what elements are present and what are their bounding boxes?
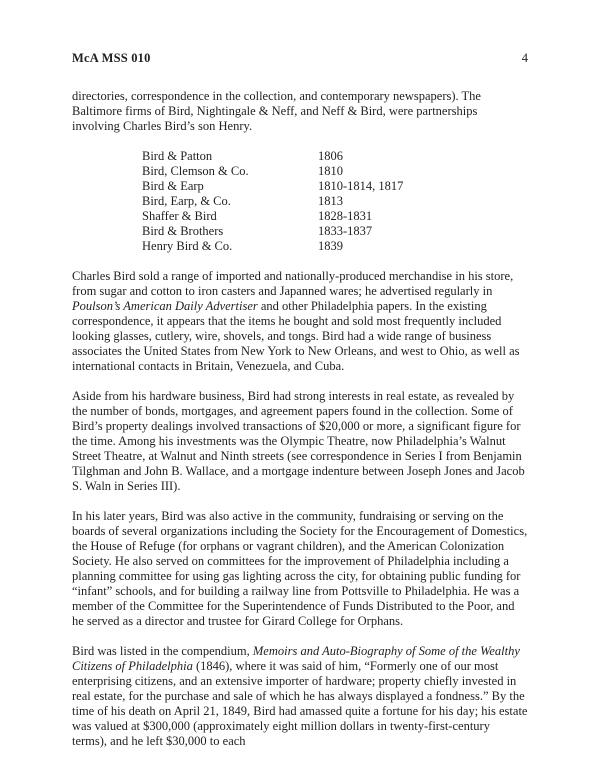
italic-title: Poulson’s American Daily Advertiser (72, 299, 258, 313)
firm-name: Bird & Earp (142, 179, 204, 193)
paragraph-community (72, 509, 528, 629)
firm-dates: 1839 (318, 239, 343, 253)
firm-dates: 1828-1831 (318, 209, 373, 223)
table-row (142, 194, 528, 209)
firm-name: Shaffer & Bird (142, 209, 217, 223)
paragraph-text: Bird was listed in the compendium, (72, 644, 253, 658)
table-row (142, 224, 528, 239)
paragraph-merchandise (72, 269, 528, 374)
firm-name: Bird, Earp, & Co. (142, 194, 231, 208)
paragraph-text: Aside from his hardware business, Bird had strong interests in real estate, as revealed by the number of bonds, mortgages, and agreement papers found in the collection. Some of Bird’s property dealings involved transactions of $20,000 or more, a significant figure for the time. Among his investments was the Olympic Theatre, now Philadelphia’s Walnut Street Theatre, at Walnut and Ninth streets (see correspondence in Series I from Benjamin Tilghman and John B. Wallace, and a mortgage indenture between Joseph Jones and Jacob S. Waln in Series III). (72, 389, 525, 493)
page-number: 4 (521, 51, 528, 65)
firm-name: Bird & Patton (142, 149, 213, 163)
collection-id: McA MSS 010 (72, 51, 151, 65)
paragraph-text: Charles Bird sold a range of imported and nationally-produced merchandise in his store, from sugar and cotton to iron casters and Japanned wares; he advertised regularly in (72, 269, 514, 298)
page-header (72, 51, 528, 66)
paragraph-text: (1846), where it was said of him, “Formerly one of our most enterprising citizens, and an extensive importer of hardware; property chiefly invested in real estate, for the purchase and sale of which he has always displayed a fondness.” By the time of his death on April 21, 1849, Bird had amassed quite a fortune for his day; his estate was valued at $300,000 (approximately eight million dollars in twenty-first-century terms), and he left $30,000 to each (72, 659, 528, 748)
firm-name: Bird, Clemson & Co. (142, 164, 249, 178)
paragraph-text: and other Philadelphia papers. In the existing correspondence, it appears that the items he bought and sold most frequently included looking glasses, cutlery, wire, shovels, and tongs. Bird had a wide range of business associates the United States from New York to New Orleans, and west to Ohio, as well as international contacts in Britain, Venezuela, and Cuba. (72, 299, 520, 373)
firm-dates: 1810 (318, 164, 343, 178)
table-row (142, 179, 528, 194)
italic-title: Memoirs and Auto-Biography of Some of the Wealthy Citizens of Philadelphia (72, 644, 520, 673)
table-row (142, 209, 528, 224)
firms-table (142, 149, 528, 254)
table-row (142, 164, 528, 179)
paragraph-text: directories, correspondence in the collection, and contemporary newspapers). The Baltimore firms of Bird, Nightingale & Neff, and Neff & Bird, were partnerships involving Charles Bird’s son Henry. (72, 89, 481, 133)
paragraph-baltimore-firms (72, 89, 528, 134)
paragraph-memoirs (72, 644, 528, 749)
firm-name: Henry Bird & Co. (142, 239, 233, 253)
firm-dates: 1813 (318, 194, 343, 208)
firm-dates: 1806 (318, 149, 343, 163)
firm-dates: 1833-1837 (318, 224, 373, 238)
firm-name: Bird & Brothers (142, 224, 224, 238)
paragraph-real-estate (72, 389, 528, 494)
table-row (142, 239, 528, 254)
paragraph-text: In his later years, Bird was also active in the community, fundraising or serving on the boards of several organizations including the Society for the Encouragement of Domestics, the House of Refuge (for orphans or vagrant children), and the American Colonization Society. He also served on committees for the improvement of Philadelphia including a planning committee for using gas lighting across the city, for obtaining public funding for “infant” schools, and for building a railway line from Pottsville to Philadelphia. He was a member of the Committee for the Superintendence of Funds Distributed to the Poor, and he served as a director and trustee for Girard College for Orphans. (72, 509, 528, 628)
table-row (142, 149, 528, 164)
document-body (72, 89, 528, 749)
firm-dates: 1810-1814, 1817 (318, 179, 404, 193)
